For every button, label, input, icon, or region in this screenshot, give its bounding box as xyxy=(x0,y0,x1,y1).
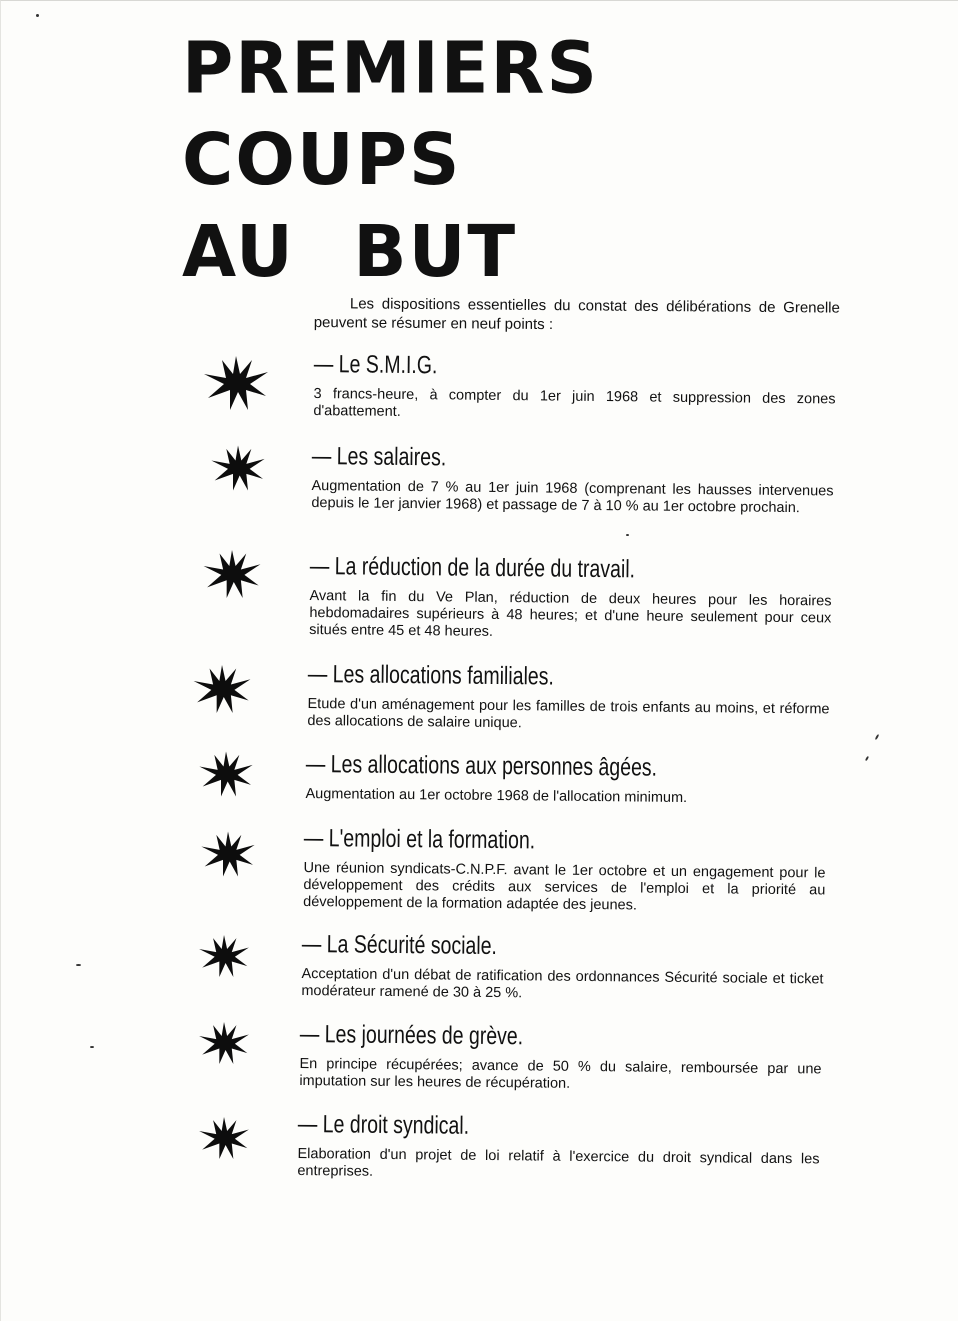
point-heading: — La Sécurité sociale. xyxy=(301,930,498,961)
point-journees-greve xyxy=(299,1020,840,1096)
point-salaires xyxy=(311,442,852,518)
point-heading: — Les journées de grève. xyxy=(299,1020,524,1051)
point-text: Etude d'un aménagement pour les familles de trois enfants au moins, et réforme des allocations de salaire unique. xyxy=(307,695,830,732)
page-title xyxy=(182,22,882,297)
asterisk-star-icon xyxy=(200,544,264,604)
point-emploi-formation xyxy=(303,824,844,917)
point-heading: — Le S.M.I.G. xyxy=(313,350,438,380)
point-text: Acceptation d'un débat de ratification des ordonnances Sécurité sociale et ticket modérateur ramené de 30 à 25 %. xyxy=(301,965,824,1002)
asterisk-star-icon xyxy=(190,660,254,718)
asterisk-star-icon xyxy=(196,930,252,982)
scan-speck xyxy=(626,534,629,536)
point-securite-sociale xyxy=(301,930,842,1006)
asterisk-star-icon xyxy=(200,352,272,414)
point-text: Augmentation de 7 % au 1er juin 1968 (comprenant les hausses intervenues depuis le 1er janvier 1968) et passage de 7 à 10 % au 1er octobre prochain. xyxy=(311,477,834,517)
asterisk-star-icon xyxy=(208,442,268,494)
title-line-2: AU BUT xyxy=(182,209,518,294)
asterisk-star-icon xyxy=(196,746,256,802)
point-duree-travail xyxy=(309,552,850,645)
point-heading: — Le droit syndical. xyxy=(297,1110,470,1140)
point-personnes-agees xyxy=(305,750,846,809)
scan-speck xyxy=(76,964,81,966)
point-droit-syndical xyxy=(297,1110,838,1186)
point-heading: — Les allocations familiales. xyxy=(307,660,555,691)
point-smig xyxy=(313,350,854,426)
point-text: Augmentation au 1er octobre 1968 de l'allocation minimum. xyxy=(305,785,688,806)
point-heading: — Les allocations aux personnes âgées. xyxy=(305,750,658,782)
point-allocations-familiales xyxy=(307,660,848,736)
point-text: Elaboration d'un projet de loi relatif à l'exercice du droit syndical dans les entreprises. xyxy=(297,1145,820,1180)
point-text: 3 francs-heure, à compter du 1er juin 1968 et suppression des zones d'abattement. xyxy=(313,385,836,420)
title-line-1: PREMIERS COUPS xyxy=(182,26,599,202)
point-text: En principe récupérées; avance de 50 % du salaire, remboursée par une imputation sur les heures de récupération. xyxy=(299,1055,822,1092)
point-heading: — La réduction de la durée du travail. xyxy=(309,552,636,584)
scan-speck xyxy=(36,14,39,17)
point-heading: — Les salaires. xyxy=(311,442,447,472)
asterisk-star-icon xyxy=(196,1018,252,1068)
point-heading: — L'emploi et la formation. xyxy=(303,824,536,855)
point-text: Une réunion syndicats-C.N.P.F. avant le 1er octobre et un engagement pour le développement des crédits aux services de l'emploi et la priorité au développement de la formation adaptée des jeunes. xyxy=(303,859,826,914)
scan-speck xyxy=(90,1046,94,1048)
point-text: Avant la fin du Ve Plan, réduction de deux heures pour les horaires hebdomadaires supérieurs à 48 heures; et d'une heure seulement pour ceux situés entre 45 et 48 heures. xyxy=(309,587,832,640)
asterisk-star-icon xyxy=(196,1112,252,1164)
intro-paragraph: Les dispositions essentielles du constat des délibérations de Grenelle peuvent se résumer en neuf points : xyxy=(313,295,840,334)
asterisk-star-icon xyxy=(198,826,258,882)
